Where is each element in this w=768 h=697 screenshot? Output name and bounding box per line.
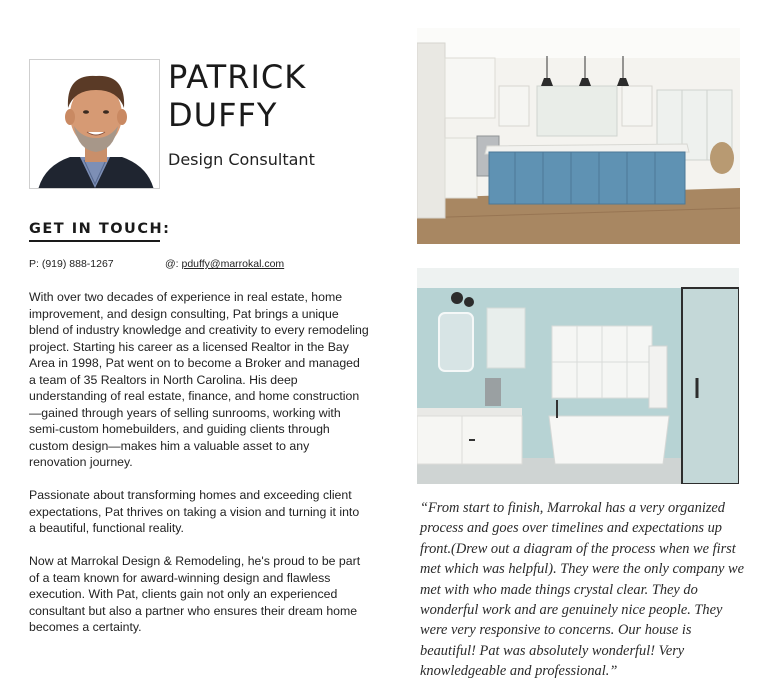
- phone-number[interactable]: P: (919) 888-1267: [29, 258, 114, 270]
- bio-paragraph-3: Now at Marrokal Design & Remodeling, he's proud to be part of a team known for award-winning design and flawless execution. With Pat, clients gain not only an experienced consultant but also a partner who ensures their dream home becomes a certainty.: [29, 554, 361, 634]
- email-prefix: @:: [165, 258, 182, 270]
- last-name: DUFFY: [168, 96, 278, 134]
- contact-heading: GET IN TOUCH:: [29, 221, 171, 237]
- testimonial-quote: “From start to finish, Marrokal has a very organized process and goes over timelines and expectations up front.(Drew out a diagram of the process when we first met which was helpful). They were the only company we met with who made things crystal clear. They do wonderful work and are genuinely nice people. They were very responsive to concerns. Our house is beautiful! Pat was absolutely wonderful! Very knowledgeable and professional.”: [420, 500, 744, 680]
- kitchen-image: [417, 28, 740, 244]
- consultant-photo: [29, 59, 160, 189]
- bio-paragraph-2: Passionate about transforming homes and exceeding client expectations, Pat thrives on taking a vision and turning it into a beautiful, functional reality.: [29, 488, 360, 535]
- heading-underline: [29, 240, 160, 242]
- email-link[interactable]: pduffy@marrokal.com: [181, 258, 285, 270]
- bio-paragraph-1: With over two decades of experience in real estate, home improvement, and design consulting, Pat brings a unique blend of industry knowledge and creativity to every remodeling project. Starting his career as a licensed Realtor in the Bay Area in 1998, Pat went on to become a Broker and managed a team of 35 Realtors in North Carolina. His deep understanding of real estate, finance, and home construction—gained through years of selling sunrooms, working with semi-custom homebuilders, and guiding clients through custom design—makes him a valuable asset to any renovation journey.: [29, 290, 369, 469]
- bathroom-image: [417, 268, 739, 484]
- consultant-portrait-icon: [30, 60, 160, 189]
- kitchen-photo-icon: [417, 28, 740, 244]
- consultant-name: [168, 58, 306, 134]
- bathroom-photo-icon: [417, 268, 739, 484]
- first-name: PATRICK: [168, 58, 307, 96]
- email-contact: [165, 258, 284, 270]
- consultant-role: Design Consultant: [168, 150, 315, 169]
